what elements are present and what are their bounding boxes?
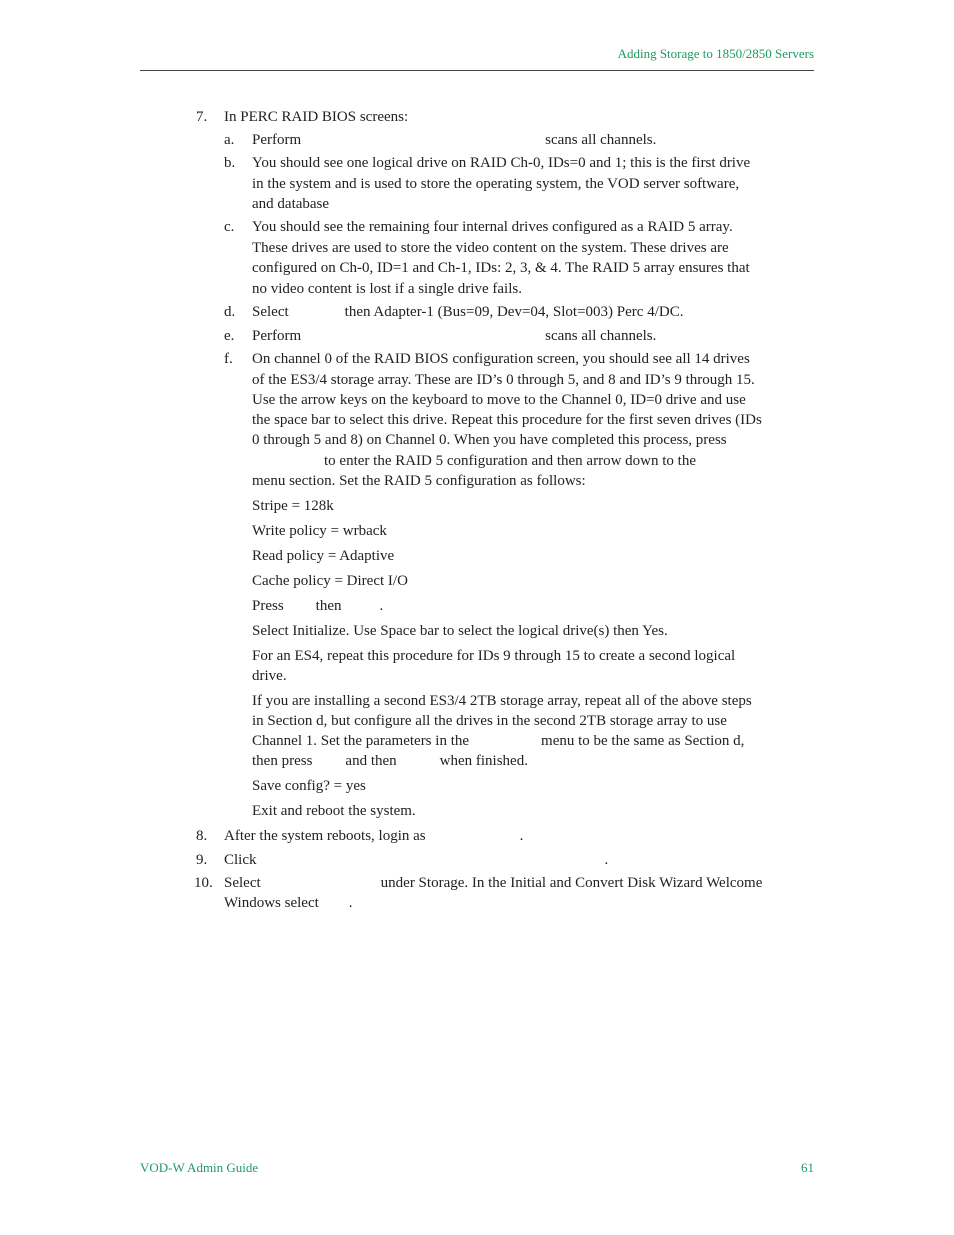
step-number: 7.	[196, 109, 208, 125]
second-array-line: If you are installing a second ES3/4 2TB storage array, repeat all of the above steps	[252, 693, 752, 709]
step-8-text: After the system reboots, login as .	[224, 828, 524, 844]
es4-instruction-line: drive.	[252, 668, 287, 684]
es4-instruction-line: For an ES4, repeat this procedure for IDs 9 through 15 to create a second logical	[252, 648, 736, 664]
substep-label: d.	[224, 304, 236, 320]
substep-label: c.	[224, 219, 235, 235]
substep-f-line: 0 through 5 and 8) on Channel 0. When you have completed this process, press	[252, 432, 727, 448]
substep-f-line: menu section. Set the RAID 5 configuration as follows:	[252, 473, 586, 489]
page-number: 61	[801, 1160, 814, 1175]
header-rule	[140, 70, 814, 71]
substep-f-line: the space bar to select this drive. Repeat this procedure for the first seven drives (IDs	[252, 412, 762, 428]
step-9-text: Click .	[224, 852, 609, 868]
step-text: In PERC RAID BIOS screens:	[224, 109, 409, 125]
config-cache-policy: Cache policy = Direct I/O	[252, 573, 408, 589]
substep-c-line: configured on Ch-0, ID=1 and Ch-1, IDs: 2, 3, & 4. The RAID 5 array ensures that	[252, 260, 750, 276]
second-array-line: then press and then when finished.	[252, 753, 528, 769]
substep-a: Perform scans all channels.	[252, 132, 657, 148]
step-number: 8.	[196, 828, 208, 844]
substep-c-line: You should see the remaining four internal drives configured as a RAID 5 array.	[252, 219, 733, 235]
config-write-policy: Write policy = wrback	[252, 523, 387, 539]
running-header: Adding Storage to 1850/2850 Servers	[617, 46, 814, 61]
footer-title: VOD-W Admin Guide	[140, 1160, 259, 1175]
second-array-line: in Section d, but configure all the drives in the second 2TB storage array to use	[252, 713, 727, 729]
substep-f-line: On channel 0 of the RAID BIOS configuration screen, you should see all 14 drives	[252, 351, 750, 367]
substep-label: f.	[224, 351, 233, 367]
save-config: Save config? = yes	[252, 778, 366, 794]
substep-d: Select then Adapter-1 (Bus=09, Dev=04, Slot=003) Perc 4/DC.	[252, 304, 684, 320]
substep-label: e.	[224, 328, 235, 344]
second-array-line: Channel 1. Set the parameters in the menu to be the same as Section d,	[252, 733, 745, 749]
config-read-policy: Read policy = Adaptive	[252, 548, 395, 564]
substep-f-line: to enter the RAID 5 configuration and then arrow down to the	[324, 453, 696, 469]
config-stripe: Stripe = 128k	[252, 498, 334, 514]
step-10-text: Select under Storage. In the Initial and Convert Disk Wizard Welcome	[224, 875, 763, 891]
substep-b-line: and database	[252, 196, 330, 212]
substep-b-line: in the system and is used to store the operating system, the VOD server software,	[252, 176, 740, 192]
substep-b-line: You should see one logical drive on RAID Ch-0, IDs=0 and 1; this is the first drive	[252, 155, 751, 171]
substep-label: a.	[224, 132, 235, 148]
step-10-text-line2: Windows select .	[224, 895, 353, 911]
substep-c-line: These drives are used to store the video content on the system. These drives are	[252, 240, 729, 256]
substep-label: b.	[224, 155, 236, 171]
press-instruction: Press then .	[252, 598, 384, 614]
step-number: 10.	[194, 875, 213, 891]
exit-reboot: Exit and reboot the system.	[252, 803, 416, 819]
substep-e: Perform scans all channels.	[252, 328, 657, 344]
substep-f-line: of the ES3/4 storage array. These are ID’s 0 through 5, and 8 and ID’s 9 through 15.	[252, 372, 755, 388]
substep-f-line: Use the arrow keys on the keyboard to move to the Channel 0, ID=0 drive and use	[252, 392, 746, 408]
initialize-instruction: Select Initialize. Use Space bar to select the logical drive(s) then Yes.	[252, 623, 668, 639]
substep-c-line: no video content is lost if a single drive fails.	[252, 281, 522, 297]
step-number: 9.	[196, 852, 208, 868]
